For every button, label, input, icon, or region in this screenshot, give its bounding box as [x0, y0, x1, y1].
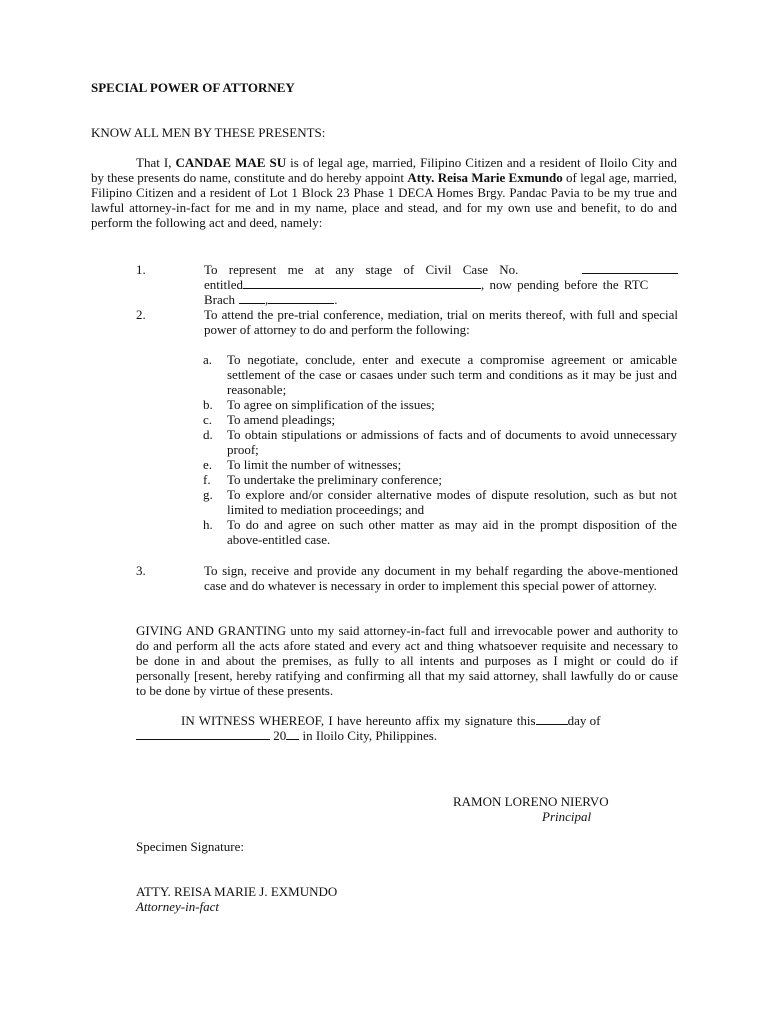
item-1-number: 1. [136, 262, 146, 277]
item-1-text-e: , [265, 292, 269, 307]
subitem-letter: b. [203, 397, 213, 412]
witness-text-d: in Iloilo City, Philippines. [299, 728, 438, 743]
subitem-letter: h. [203, 517, 213, 532]
year-blank [286, 728, 299, 740]
subitem-text: To obtain stipulations or admissions of facts and of documents to avoid unnecessary proof; [227, 427, 677, 457]
witness-text-a: IN WITNESS WHEREOF, I have hereunto affix my signature this [181, 713, 536, 728]
witness-text-c: 20 [270, 728, 287, 743]
item-3-number: 3. [136, 563, 146, 578]
subitem-text: To undertake the preliminary conference; [227, 472, 442, 487]
subitem-text: To limit the number of witnesses; [227, 457, 402, 472]
intro-paragraph [91, 155, 677, 230]
item-3-text: To sign, receive and provide any document in my behalf regarding the above-mentioned case and do whatever is necessary in order to implement this special power of attorney. [204, 563, 678, 593]
intro-text-2: is of legal age, married, Filipino Citizen and a resident of Iloilo City and by these presents do name, constitute and do hereby appoint [91, 155, 677, 185]
item-1-text-a: To represent me at any stage of Civil Case No. [204, 262, 519, 277]
principal-name: RAMON LORENO NIERVO [453, 794, 609, 809]
witness-text-b: day of [567, 713, 601, 728]
month-blank [136, 728, 270, 740]
case-title-blank [243, 277, 481, 289]
item-1-text-f: . [334, 292, 338, 307]
item-2-number: 2. [136, 307, 146, 322]
specimen-signature-label: Specimen Signature: [136, 839, 244, 854]
intro-text-1: That I, [136, 155, 176, 170]
subitem-text: To negotiate, conclude, enter and execute a compromise agreement or amicable settlement of the case or casaes under such term and conditions as it may be just and reasonable; [227, 352, 677, 397]
granting-paragraph: GIVING AND GRANTING unto my said attorney-in-fact full and irrevocable power and authority to do and perform all the acts afore stated and every act and thing whatsoever requisite and necessary to be done in and about the premises, as fully to all intents and purposes as I might or could do if personally [resent, hereby ratifying and confirming all that my said attorney, shall lawfully do or cause to be done by virtue of these presents. [136, 623, 678, 698]
subitem-text: To do and agree on such other matter as may aid in the prompt disposition of the above-entitled case. [227, 517, 677, 547]
salutation: KNOW ALL MEN BY THESE PRESENTS: [91, 125, 326, 140]
attorney-name: Atty. Reisa Marie Exmundo [407, 170, 563, 185]
witness-paragraph [136, 713, 678, 743]
case-number-blank [582, 262, 678, 274]
grantor-name: CANDAE MAE SU [175, 155, 287, 170]
item-1-text-c: , now pending before the RTC [481, 277, 649, 292]
subitem-letter: f. [203, 472, 211, 487]
subitem-letter: g. [203, 487, 213, 502]
subitem-text: To amend pleadings; [227, 412, 336, 427]
subitem-text: To explore and/or consider alternative modes of dispute resolution, such as but not limited to mediation proceedings; and [227, 487, 677, 517]
subitem-letter: c. [203, 412, 213, 427]
item-2-text: To attend the pre-trial conference, mediation, trial on merits thereof, with full and special power of attorney to do and perform the following: [204, 307, 678, 337]
subitem-letter: d. [203, 427, 213, 442]
item-1-text-d: Brach [204, 292, 236, 307]
attorney-signature-name: ATTY. REISA MARIE J. EXMUNDO [136, 884, 338, 899]
branch-number-blank [239, 292, 265, 304]
subitem-text: To agree on simplification of the issues; [227, 397, 435, 412]
branch-location-blank [268, 292, 334, 304]
item-1-text-b: entitled [204, 277, 243, 292]
principal-role: Principal [542, 809, 592, 824]
subitem-letter: e. [203, 457, 213, 472]
intro-text-3: of legal age, married, Filipino Citizen and a resident of Lot 1 Block 23 Phase 1 DECA Homes Brgy. Pandac Pavia to be my true and lawful attorney-in-fact for me and in my name, place and stead, and for my own use and benefit, to do and perform the following act and deed, namely: [91, 170, 677, 230]
item-1 [204, 262, 678, 307]
subitem-letter: a. [203, 352, 213, 367]
attorney-signature-role: Attorney-in-fact [136, 899, 220, 914]
day-blank [536, 713, 568, 725]
document-title: SPECIAL POWER OF ATTORNEY [91, 80, 295, 95]
